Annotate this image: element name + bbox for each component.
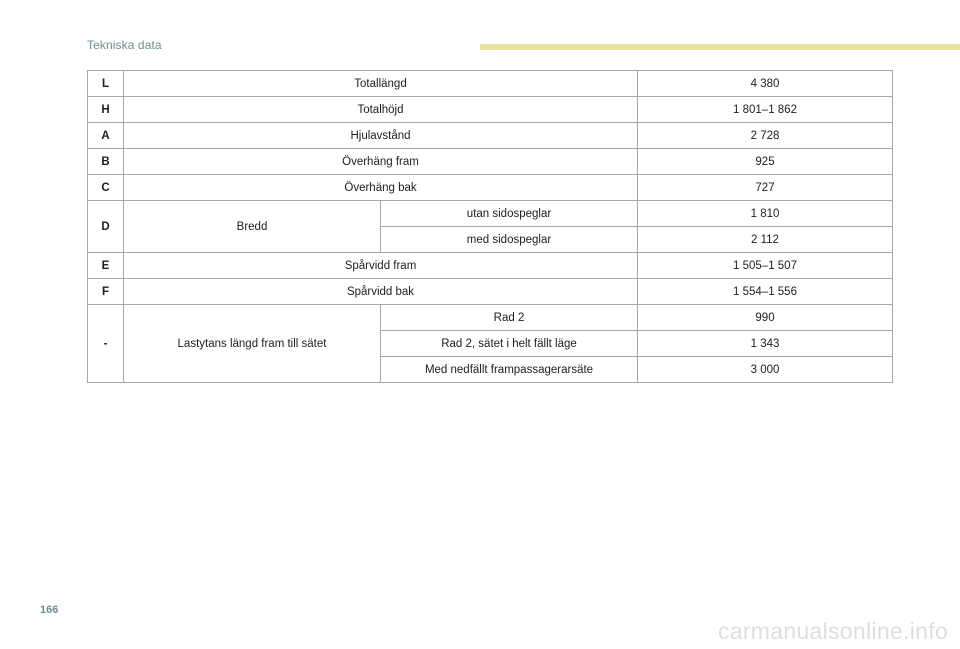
table-row [88,175,893,201]
dimension-label: Totallängd [124,71,638,97]
table-row [88,253,893,279]
dimension-label: Överhäng fram [124,149,638,175]
table-row [88,305,893,331]
dimension-code: B [88,149,124,175]
dimension-label: Totalhöjd [124,97,638,123]
table-row [88,123,893,149]
dimension-value: 727 [638,175,893,201]
dimension-value: 1 810 [638,201,893,227]
dimension-label: Hjulavstånd [124,123,638,149]
dimension-code: E [88,253,124,279]
dimension-code: H [88,97,124,123]
dimension-label: Bredd [124,201,381,253]
dimension-sublabel: Rad 2, sätet i helt fällt läge [381,331,638,357]
dimension-sublabel: Rad 2 [381,305,638,331]
dimension-value: 1 343 [638,331,893,357]
table-row [88,201,893,227]
dimension-label: Lastytans längd fram till sätet [124,305,381,383]
dimension-value: 990 [638,305,893,331]
header-accent-bar [480,44,960,50]
page-number: 166 [40,604,59,616]
dimension-code: L [88,71,124,97]
dimension-label: Spårvidd fram [124,253,638,279]
table-row [88,97,893,123]
dimensions-table [87,70,893,383]
dimension-value: 4 380 [638,71,893,97]
dimension-value: 1 801–1 862 [638,97,893,123]
table-row [88,279,893,305]
dimension-value: 925 [638,149,893,175]
dimension-value: 2 728 [638,123,893,149]
dimension-value: 3 000 [638,357,893,383]
dimension-label: Överhäng bak [124,175,638,201]
table-row [88,149,893,175]
dimension-code: F [88,279,124,305]
dimension-sublabel: utan sidospeglar [381,201,638,227]
dimension-value: 1 554–1 556 [638,279,893,305]
table-row [88,71,893,97]
section-title: Tekniska data [87,38,162,52]
watermark-text: carmanualsonline.info [717,618,948,644]
dimension-value: 1 505–1 507 [638,253,893,279]
dimension-code: - [88,305,124,383]
dimension-sublabel: med sidospeglar [381,227,638,253]
dimension-code: A [88,123,124,149]
dimension-label: Spårvidd bak [124,279,638,305]
dimension-code: C [88,175,124,201]
dimension-value: 2 112 [638,227,893,253]
dimension-code: D [88,201,124,253]
dimension-sublabel: Med nedfällt frampassagerarsäte [381,357,638,383]
